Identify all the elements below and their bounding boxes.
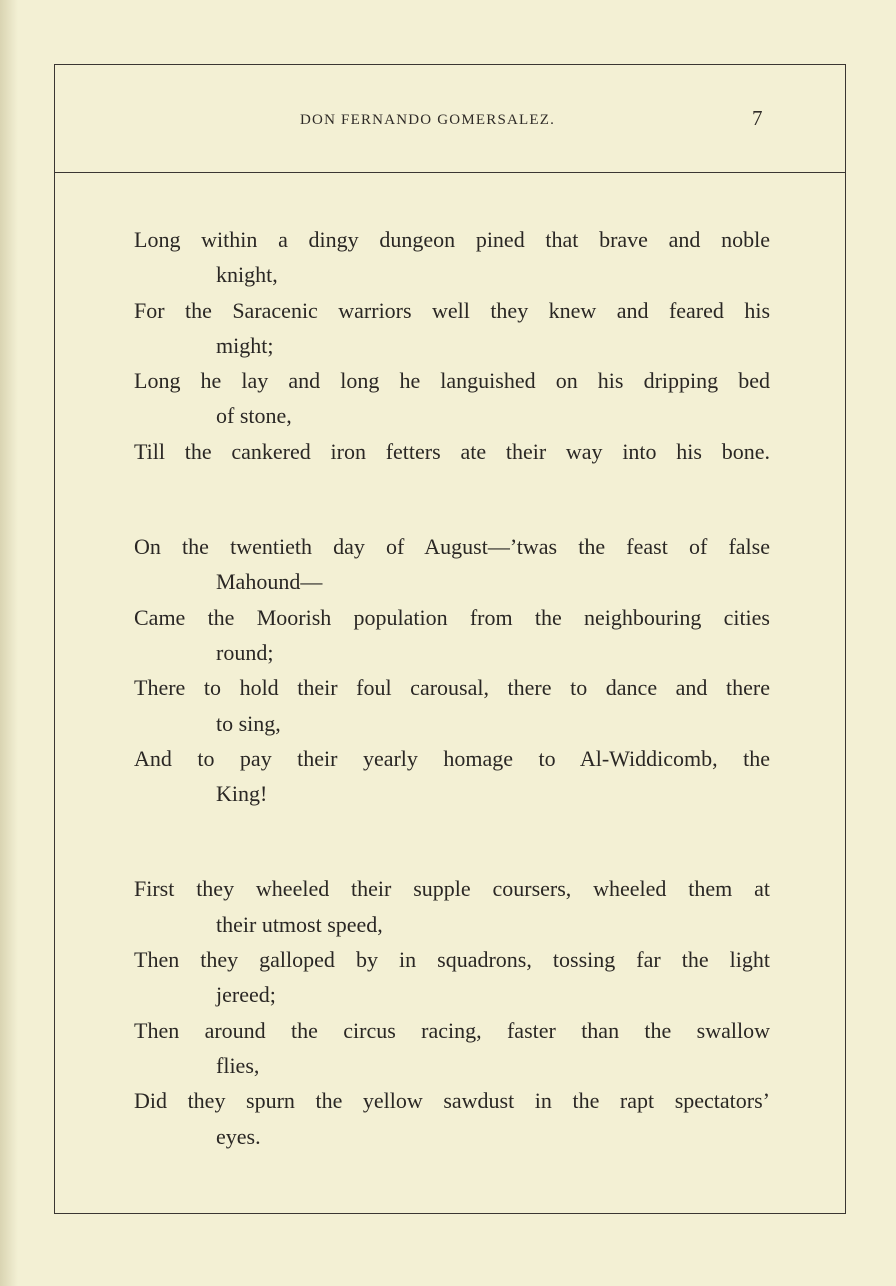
verse-continuation: their utmost speed,	[216, 911, 383, 937]
verse-continuation: knight,	[216, 262, 278, 288]
running-head-title: DON FERNANDO GOMERSALEZ.	[300, 112, 556, 128]
poem-body	[134, 222, 770, 1154]
verse-continuation: round;	[216, 639, 274, 665]
verse-line: Then they galloped by in squadrons, tossing far the light	[134, 947, 770, 973]
page-gutter-shadow	[0, 0, 18, 1286]
verse-line: Long he lay and long he languished on his dripping bed	[134, 368, 770, 394]
verse-continuation: of stone,	[216, 403, 292, 429]
page-number: 7	[752, 106, 763, 130]
verse-line: Then around the circus racing, faster than the swallow	[134, 1017, 770, 1043]
verse-line: First they wheeled their supple coursers, wheeled them at	[134, 876, 770, 902]
verse-continuation: jereed;	[216, 982, 276, 1008]
verse-continuation: to sing,	[216, 710, 281, 736]
verse-line: Came the Moorish population from the neighbouring cities	[134, 604, 770, 630]
verse-line: On the twentieth day of August—’twas the feast of false	[134, 534, 770, 560]
verse-continuation: might;	[216, 332, 274, 358]
verse-continuation: Mahound—	[216, 569, 323, 595]
verse-line: And to pay their yearly homage to Al-Widdicomb, the	[134, 745, 770, 771]
verse-line: Long within a dingy dungeon pined that brave and noble	[134, 227, 770, 252]
verse-line: There to hold their foul carousal, there to dance and there	[134, 675, 770, 701]
verse-continuation: flies,	[216, 1052, 260, 1078]
stanza-3	[134, 871, 770, 1153]
verse-line: For the Saracenic warriors well they knew and feared his	[134, 297, 770, 323]
verse-continuation: eyes.	[216, 1123, 261, 1149]
verse-continuation: King!	[216, 781, 268, 807]
verse-line: Did they spurn the yellow sawdust in the rapt spectators’	[134, 1088, 770, 1114]
stanza-2	[134, 529, 770, 811]
verse-line: Till the cankered iron fetters ate their way into his bone.	[134, 438, 770, 464]
stanza-1	[134, 222, 770, 469]
header-rule	[54, 172, 846, 173]
